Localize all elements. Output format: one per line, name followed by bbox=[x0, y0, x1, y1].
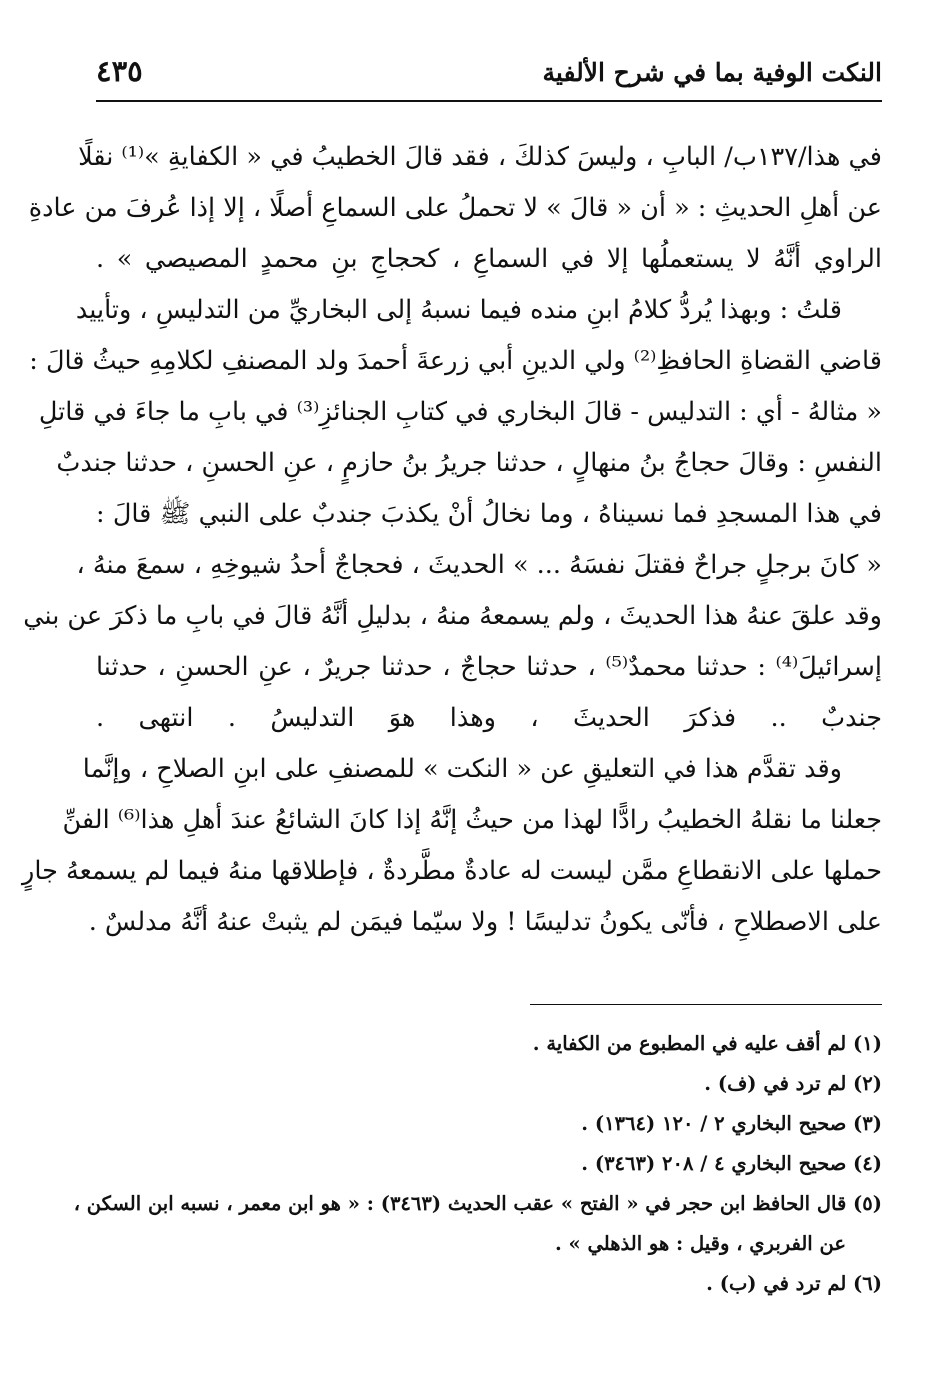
main-text bbox=[22, 132, 883, 948]
text-line: قلتُ : وبهذا يُردُّ كلامُ ابنِ منده فيما نسبهُ إلى البخاريِّ من التدليسِ ، وتأييد bbox=[75, 295, 842, 325]
footnote-separator bbox=[530, 1004, 882, 1005]
text-line: في هذا المسجدِ فما نسيناهُ ، وما نخالُ أنْ يكذبَ جندبٌ على النبي ﷺ قالَ : bbox=[96, 499, 882, 529]
footnotes bbox=[73, 1024, 882, 1304]
text-line: عن أهلِ الحديثِ : « أن « قالَ » لا تحملُ على السماعِ أصلًا ، إلا إذا عُرفَ من عادةِ bbox=[28, 193, 882, 223]
footnote-1: (١) لم أقف عليه في المطبوع من الكفاية . bbox=[532, 1032, 882, 1055]
page-number: ٤٣٥ bbox=[96, 54, 143, 88]
text-line: وقد تقدَّم هذا في التعليقِ عن « النكت » للمصنفِ على ابنِ الصلاحِ ، وإنَّما bbox=[82, 754, 842, 784]
text-line: حملها على الانقطاعِ ممَّن ليست له عادةٌ مطَّردةٌ ، فإطلاقها منهُ فيما لم يسمعهُ جارٍ bbox=[22, 856, 882, 886]
text-line: « كانَ برجلٍ جراحٌ فقتلَ نفسَهُ ... » الحديثَ ، فحجاجٌ أحدُ شيوخِهِ ، سمعَ منهُ ، bbox=[76, 550, 882, 580]
footnote-2: (٢) لم ترد في (ف) . bbox=[704, 1072, 882, 1095]
footnote-4: (٤) صحيح البخاري ٤ / ٢٠٨ (٣٤٦٣) . bbox=[581, 1152, 882, 1175]
footnote-5-continuation: عن الفربري ، وقيل : هو الذهلي » . bbox=[554, 1232, 846, 1255]
text-line: النفسِ : وقالَ حجاجُ بنُ منهالٍ ، حدثنا جريرُ بنُ حازمٍ ، عنِ الحسنِ ، حدثنا جندبٌ bbox=[56, 448, 882, 478]
text-line: إسرائيلَ⁽⁴⁾ : حدثنا محمدٌ⁽⁵⁾ ، حدثنا حجاجٌ ، حدثنا جريرٌ ، عنِ الحسنِ ، حدثنا bbox=[96, 652, 883, 682]
text-line: قاضي القضاةِ الحافظِ⁽²⁾ ولي الدينِ أبي زرعةَ أحمدَ ولد المصنفِ لكلامِهِ حيثُ قالَ : bbox=[29, 346, 882, 376]
text-line: في هذا/١٣٧ب/ البابِ ، وليسَ كذلكَ ، فقد قالَ الخطيبُ في « الكفايةِ »⁽¹⁾ نقلًا bbox=[78, 142, 882, 172]
text-line: « مثالهُ - أي : التدليس - قالَ البخاري في كتابِ الجنائزِ⁽³⁾ في بابِ ما جاءَ في قاتلِ bbox=[38, 397, 882, 427]
text-line: وقد علقَ عنهُ هذا الحديثَ ، ولم يسمعهُ منهُ ، بدليلِ أنَّهُ قالَ في بابِ ما ذكرَ عن بني bbox=[23, 601, 882, 631]
page-header bbox=[96, 52, 882, 96]
footnote-5: (٥) قال الحافظ ابن حجر في « الفتح » عقب الحديث (٣٤٦٣) : « هو ابن معمر ، نسبه ابن السكن ، bbox=[73, 1192, 882, 1215]
footnote-6: (٦) لم ترد في (ب) . bbox=[706, 1272, 882, 1295]
header-rule bbox=[96, 100, 882, 102]
text-line: جعلنا ما نقلهُ الخطيبُ رادًّا لهذا من حيثُ إنَّهُ إذا كانَ الشائعُ عندَ أهلِ هذا⁽⁶⁾ الفنِّ bbox=[62, 805, 882, 835]
text-line: على الاصطلاحِ ، فأنّى يكونُ تدليسًا ! ولا سيّما فيمَن لم يثبتْ عنهُ أنَّهُ مدلسٌ . bbox=[88, 907, 882, 937]
text-line: جندبٌ .. فذكرَ الحديثَ ، وهذا هوَ التدليسُ . انتهى . bbox=[96, 703, 882, 733]
running-title: النكت الوفية بما في شرح الألفية bbox=[542, 58, 882, 87]
text-line: الراوي أنَّهُ لا يستعملُها إلا في السماعِ ، كحجاجِ بنِ محمدٍ المصيصي » . bbox=[96, 244, 882, 274]
footnote-3: (٣) صحيح البخاري ٢ / ١٢٠ (١٣٦٤) . bbox=[581, 1112, 882, 1135]
